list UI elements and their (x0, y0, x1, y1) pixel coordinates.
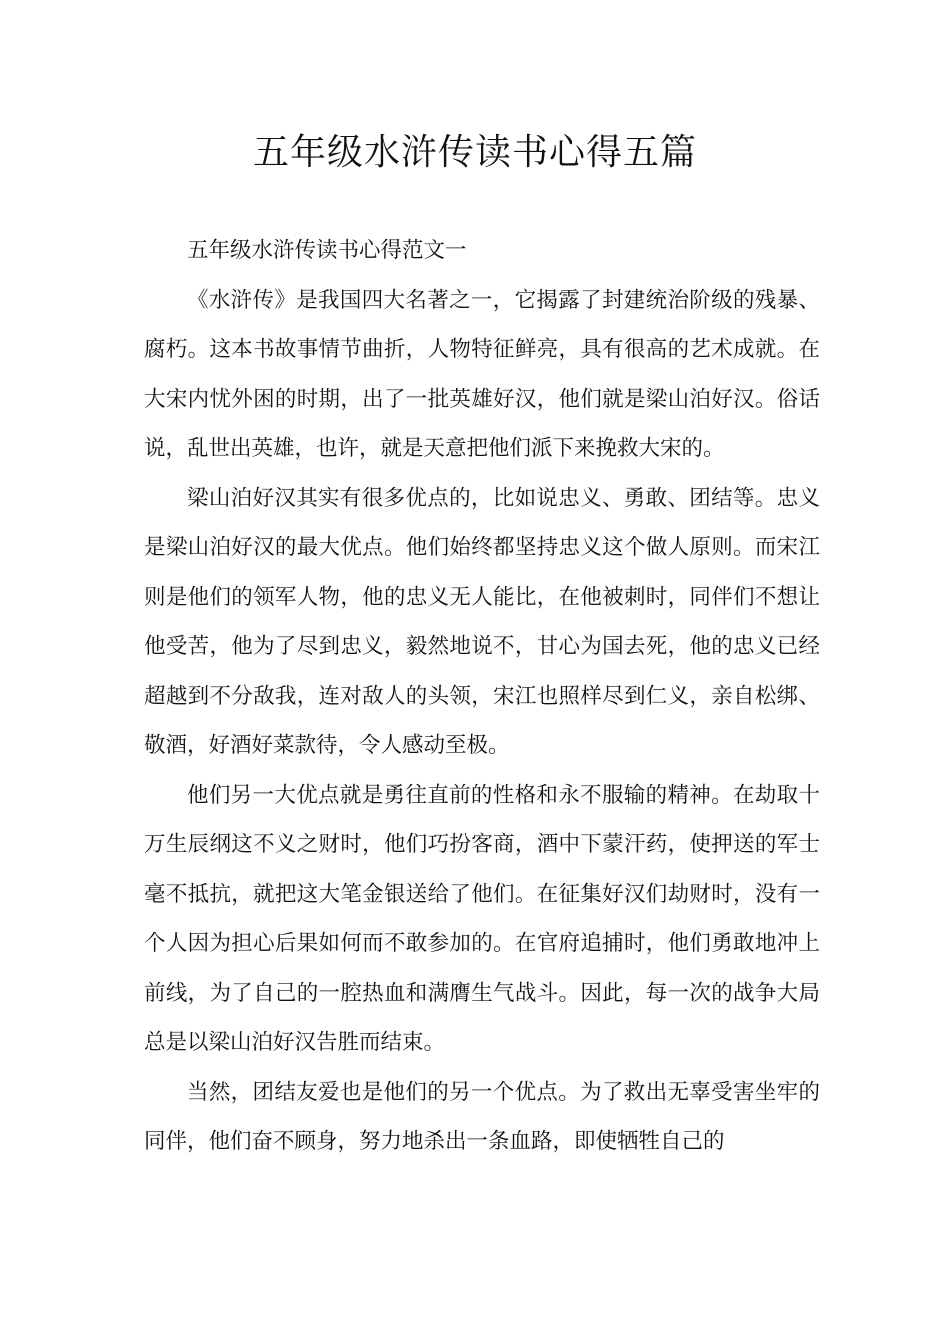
document-title: 五年级水浒传读书心得五篇 (252, 132, 697, 173)
section-heading: 五年级水浒传读书心得范文一 (187, 238, 467, 263)
paragraph-4: 当然，团结友爱也是他们的另一个优点。为了救出无辜受害坐牢的同伴，他们奋不顾身，努力地杀出一条血路，即使牺牲自己的 (144, 1079, 820, 1154)
paragraph-1: 《水浒传》是我国四大名著之一，它揭露了封建统治阶级的残暴、腐朽。这本书故事情节曲折，人物特征鲜亮，具有很高的艺术成就。在大宋内忧外困的时期，出了一批英雄好汉，他们就是梁山泊好汉。俗话说，乱世出英雄，也许，就是天意把他们派下来挽救大宋的。 (144, 287, 820, 461)
paragraph-3: 他们另一大优点就是勇往直前的性格和永不服输的精神。在劫取十万生辰纲这不义之财时，他们巧扮客商，酒中下蒙汗药，使押送的军士毫不抵抗，就把这大笔金银送给了他们。在征集好汉们劫财时，没有一个人因为担心后果如何而不敢参加的。在官府追捕时，他们勇敢地冲上前线，为了自己的一腔热血和满膺生气战斗。因此，每一次的战争大局总是以梁山泊好汉告胜而结束。 (144, 782, 820, 1055)
paragraph-2: 梁山泊好汉其实有很多优点的，比如说忠义、勇敢、团结等。忠义是梁山泊好汉的最大优点。他们始终都坚持忠义这个做人原则。而宋江则是他们的领军人物，他的忠义无人能比，在他被刺时，同伴们不想让他受苦，他为了尽到忠义，毅然地说不，甘心为国去死，他的忠义已经超越到不分敌我，连对敌人的头领，宋江也照样尽到仁义，亲自松绑、敬酒，好酒好菜款待，令人感动至极。 (144, 485, 820, 758)
document-body (144, 226, 820, 1167)
